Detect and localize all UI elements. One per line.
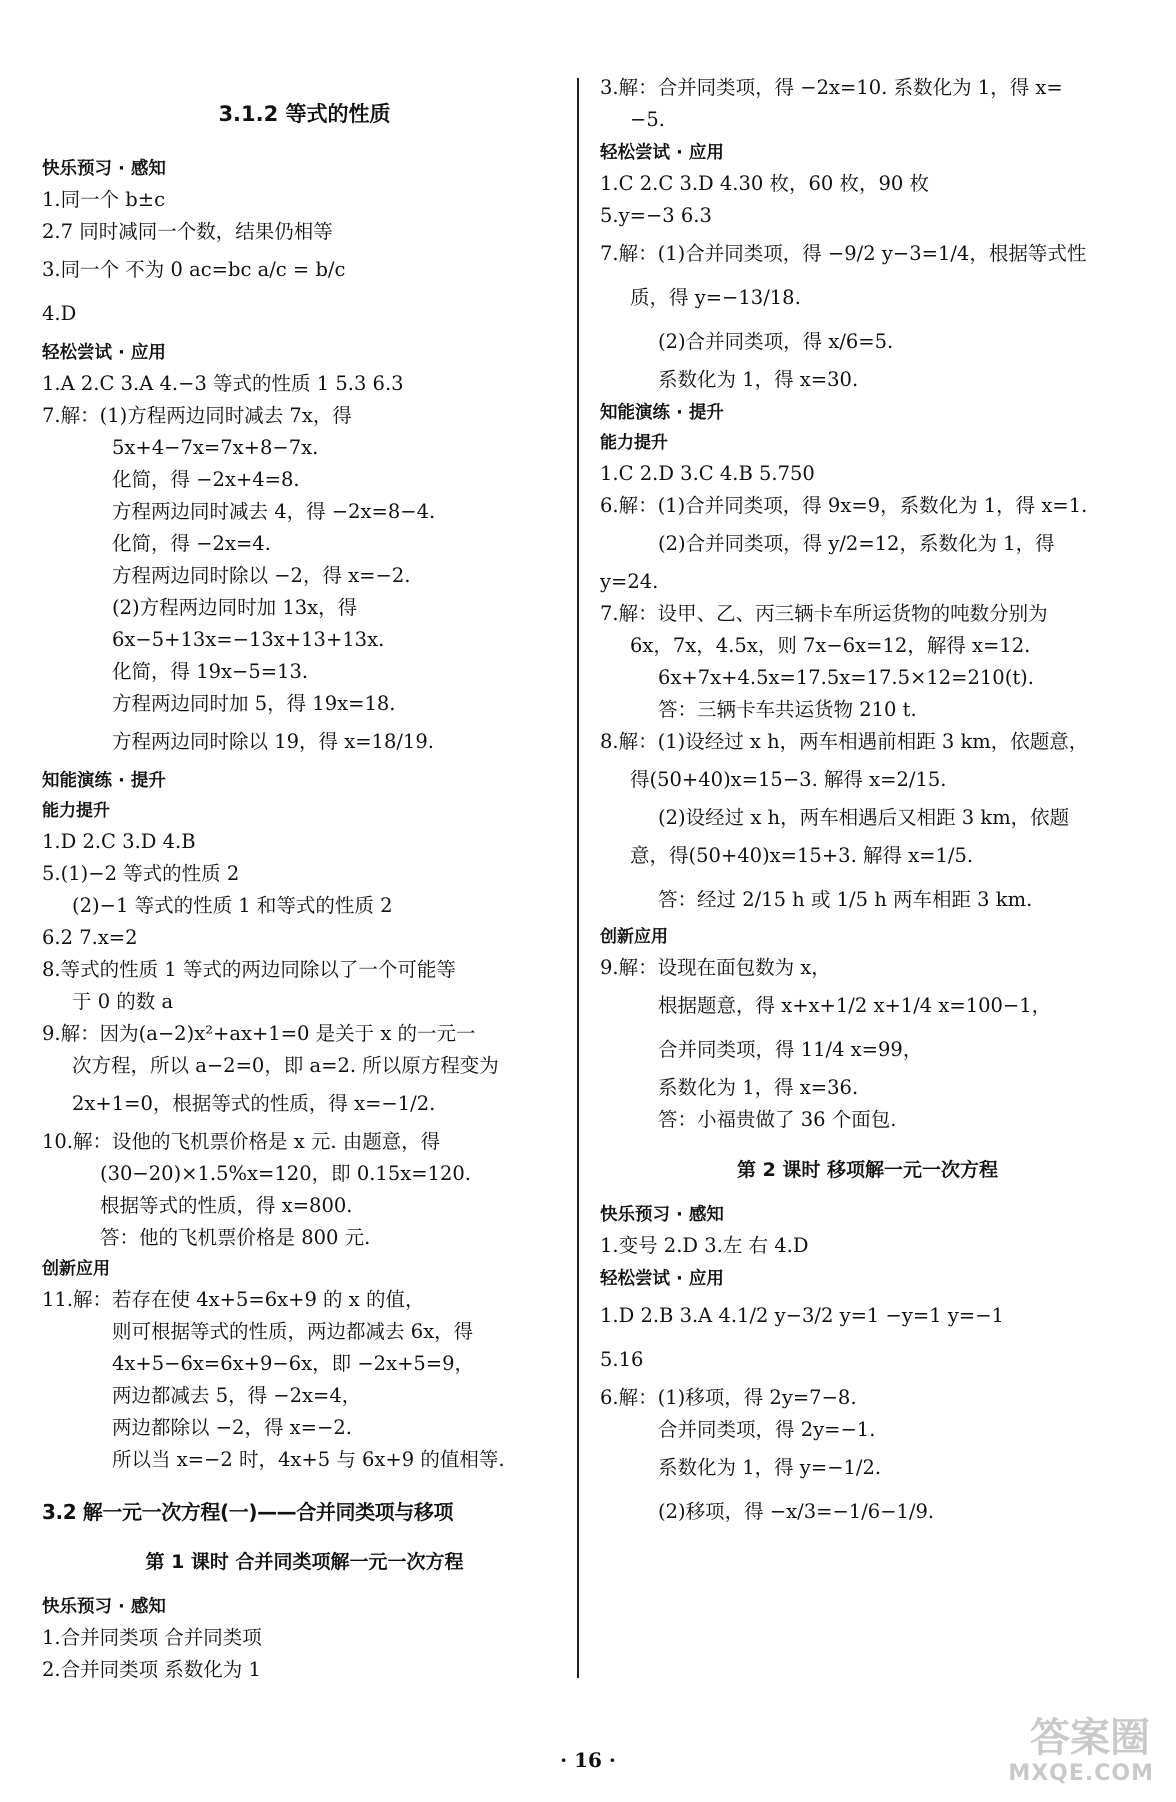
answer-line: 6x+7x+4.5x=17.5x=17.5×12=210(t).	[658, 666, 1034, 689]
answer-line: 2.7 同时减同一个数，结果仍相等	[42, 220, 333, 243]
answer-line: 9.解：因为(a−2)x²+ax+1=0 是关于 x 的一元一	[42, 1022, 476, 1045]
heading-preview: 快乐预习 · 感知	[600, 1205, 724, 1225]
answer-line: −5.	[630, 108, 665, 131]
watermark	[960, 1700, 1160, 1790]
answer-line: 6.解：(1)移项，得 2y=7−8.	[600, 1386, 857, 1409]
heading-innovation: 创新应用	[42, 1259, 110, 1279]
answer-line: 答：他的飞机票价格是 800 元.	[100, 1226, 371, 1249]
answer-line: (2)−1 等式的性质 1 和等式的性质 2	[72, 894, 393, 917]
answer-line: 根据题意，得 x+x+1/2 x+1/4 x=100−1，	[658, 994, 1052, 1017]
answer-line: 质，得 y=−13/18.	[630, 286, 801, 309]
answer-line: 系数化为 1，得 x=30.	[658, 368, 859, 391]
answer-line: 得(50+40)x=15−3. 解得 x=2/15.	[630, 768, 947, 791]
answer-line: 1.同一个 b±c	[42, 188, 166, 211]
answer-line: 2x+1=0，根据等式的性质，得 x=−1/2.	[72, 1092, 436, 1115]
heading-innovation: 创新应用	[600, 927, 668, 947]
watermark-text: MXQE.COM	[1008, 1761, 1154, 1786]
answer-line: 3.同一个 不为 0 ac=bc a/c = b/c	[42, 258, 346, 281]
answer-line: (2)合并同类项，得 x/6=5.	[658, 330, 894, 353]
watermark-logo: 答案圈	[1030, 1715, 1150, 1761]
heading-try: 轻松尝试 · 应用	[600, 143, 724, 163]
answer-line: 4x+5−6x=6x+9−6x，即 −2x+5=9，	[112, 1352, 475, 1375]
answer-line: 5.(1)−2 等式的性质 2	[42, 862, 240, 885]
answer-line: y=24.	[600, 570, 659, 593]
answer-line: 方程两边同时除以 −2，得 x=−2.	[112, 564, 411, 587]
answer-line: 9.解：设现在面包数为 x，	[600, 956, 831, 979]
heading-try-2: 轻松尝试 · 应用	[600, 1269, 724, 1289]
answer-line: 答：三辆卡车共运货物 210 t.	[658, 698, 917, 721]
answer-line: (2)设经过 x h，两车相遇后又相距 3 km，依题	[658, 806, 1070, 829]
answer-line: 两边都除以 −2，得 x=−2.	[112, 1416, 352, 1439]
heading-drill: 知能演练 · 提升	[600, 403, 724, 423]
answer-line: 1.D 2.B 3.A 4.1/2 y−3/2 y=1 −y=1 y=−1	[600, 1304, 1004, 1327]
answer-line: 1.变号 2.D 3.左 右 4.D	[600, 1234, 809, 1257]
answer-line: 化简，得 −2x=4.	[112, 532, 271, 555]
lesson-title-2: 第 2 课时 移项解一元一次方程	[736, 1159, 999, 1181]
right-column	[600, 72, 1135, 1534]
heading-preview: 快乐预习 · 感知	[42, 159, 166, 179]
answer-line: 11.解：若存在使 4x+5=6x+9 的 x 的值，	[42, 1288, 425, 1311]
answer-line: 意，得(50+40)x=15+3. 解得 x=1/5.	[630, 844, 974, 867]
answer-line: 6.解：(1)合并同类项，得 9x=9，系数化为 1，得 x=1.	[600, 494, 1088, 517]
answer-line: 答：经过 2/15 h 或 1/5 h 两车相距 3 km.	[658, 888, 1033, 911]
answer-line: 6x−5+13x=−13x+13+13x.	[112, 628, 385, 651]
answer-line: 系数化为 1，得 x=36.	[658, 1076, 859, 1099]
answer-line: 1.D 2.C 3.D 4.B	[42, 830, 196, 853]
answer-line: 5.16	[600, 1348, 644, 1371]
answer-line: 合并同类项，得 11/4 x=99，	[658, 1038, 923, 1061]
answer-line: 1.A 2.C 3.A 4.−3 等式的性质 1 5.3 6.3	[42, 372, 404, 395]
answer-line: 答：小福贵做了 36 个面包.	[658, 1108, 897, 1131]
answer-line: 根据等式的性质，得 x=800.	[100, 1194, 353, 1217]
column-divider	[577, 78, 579, 1678]
heading-try: 轻松尝试 · 应用	[42, 343, 166, 363]
answer-line: 8.解：(1)设经过 x h，两车相遇前相距 3 km，依题意，	[600, 730, 1089, 753]
answer-line: 7.解：(1)合并同类项，得 −9/2 y−3=1/4，根据等式性	[600, 242, 1087, 265]
answer-line: (2)合并同类项，得 y/2=12，系数化为 1，得	[658, 532, 1055, 555]
section-title: 3.1.2 等式的性质	[218, 102, 391, 126]
answer-line: 6x，7x，4.5x，则 7x−6x=12，解得 x=12.	[630, 634, 1031, 657]
answer-line: 两边都减去 5，得 −2x=4，	[112, 1384, 362, 1407]
answer-line: 5.y=−3 6.3	[600, 204, 712, 227]
answer-line: 化简，得 19x−5=13.	[112, 660, 309, 683]
section-title-3-2: 3.2 解一元一次方程(一)——合并同类项与移项	[42, 1500, 454, 1524]
answer-line: 合并同类项，得 2y=−1.	[658, 1418, 876, 1441]
answer-line: 方程两边同时除以 19，得 x=18/19.	[112, 730, 434, 753]
answer-line: 于 0 的数 a	[72, 990, 174, 1013]
answer-line: 1.C 2.D 3.C 4.B 5.750	[600, 462, 815, 485]
answer-line: 次方程，所以 a−2=0，即 a=2. 所以原方程变为	[72, 1054, 499, 1077]
answer-line: 3.解：合并同类项，得 −2x=10. 系数化为 1，得 x=	[600, 76, 1063, 99]
answer-line: (2)方程两边同时加 13x，得	[112, 596, 358, 619]
answer-line: 6.2 7.x=2	[42, 926, 138, 949]
answer-line: 方程两边同时加 5，得 19x=18.	[112, 692, 396, 715]
answer-line: 7.解：(1)方程两边同时减去 7x，得	[42, 404, 352, 427]
answer-line: 7.解：设甲、乙、丙三辆卡车所运货物的吨数分别为	[600, 602, 1048, 625]
answer-line: 5x+4−7x=7x+8−7x.	[112, 436, 319, 459]
answer-line: (2)移项，得 −x/3=−1/6−1/9.	[658, 1500, 935, 1523]
left-column	[42, 72, 567, 1686]
answer-line: 4.D	[42, 302, 77, 325]
answer-line: 8.等式的性质 1 等式的两边同除以了一个可能等	[42, 958, 456, 981]
answer-line: 系数化为 1，得 y=−1/2.	[658, 1456, 882, 1479]
heading-preview-2: 快乐预习 · 感知	[42, 1597, 166, 1617]
heading-drill: 知能演练 · 提升	[42, 771, 166, 791]
answer-line: (30−20)×1.5%x=120，即 0.15x=120.	[100, 1162, 471, 1185]
answer-line: 化简，得 −2x+4=8.	[112, 468, 300, 491]
page-number: · 16 ·	[560, 1748, 616, 1772]
answer-line: 1.合并同类项 合并同类项	[42, 1626, 262, 1649]
answer-line: 所以当 x=−2 时，4x+5 与 6x+9 的值相等.	[112, 1448, 505, 1471]
answer-line: 方程两边同时减去 4，得 −2x=8−4.	[112, 500, 436, 523]
answer-line: 2.合并同类项 系数化为 1	[42, 1658, 261, 1681]
heading-ability: 能力提升	[42, 801, 110, 821]
answer-line: 10.解：设他的飞机票价格是 x 元. 由题意，得	[42, 1130, 441, 1153]
answer-line: 1.C 2.C 3.D 4.30 枚，60 枚，90 枚	[600, 172, 930, 195]
answer-line: 则可根据等式的性质，两边都减去 6x，得	[112, 1320, 474, 1343]
heading-ability: 能力提升	[600, 433, 668, 453]
lesson-title-1: 第 1 课时 合并同类项解一元一次方程	[145, 1551, 464, 1573]
